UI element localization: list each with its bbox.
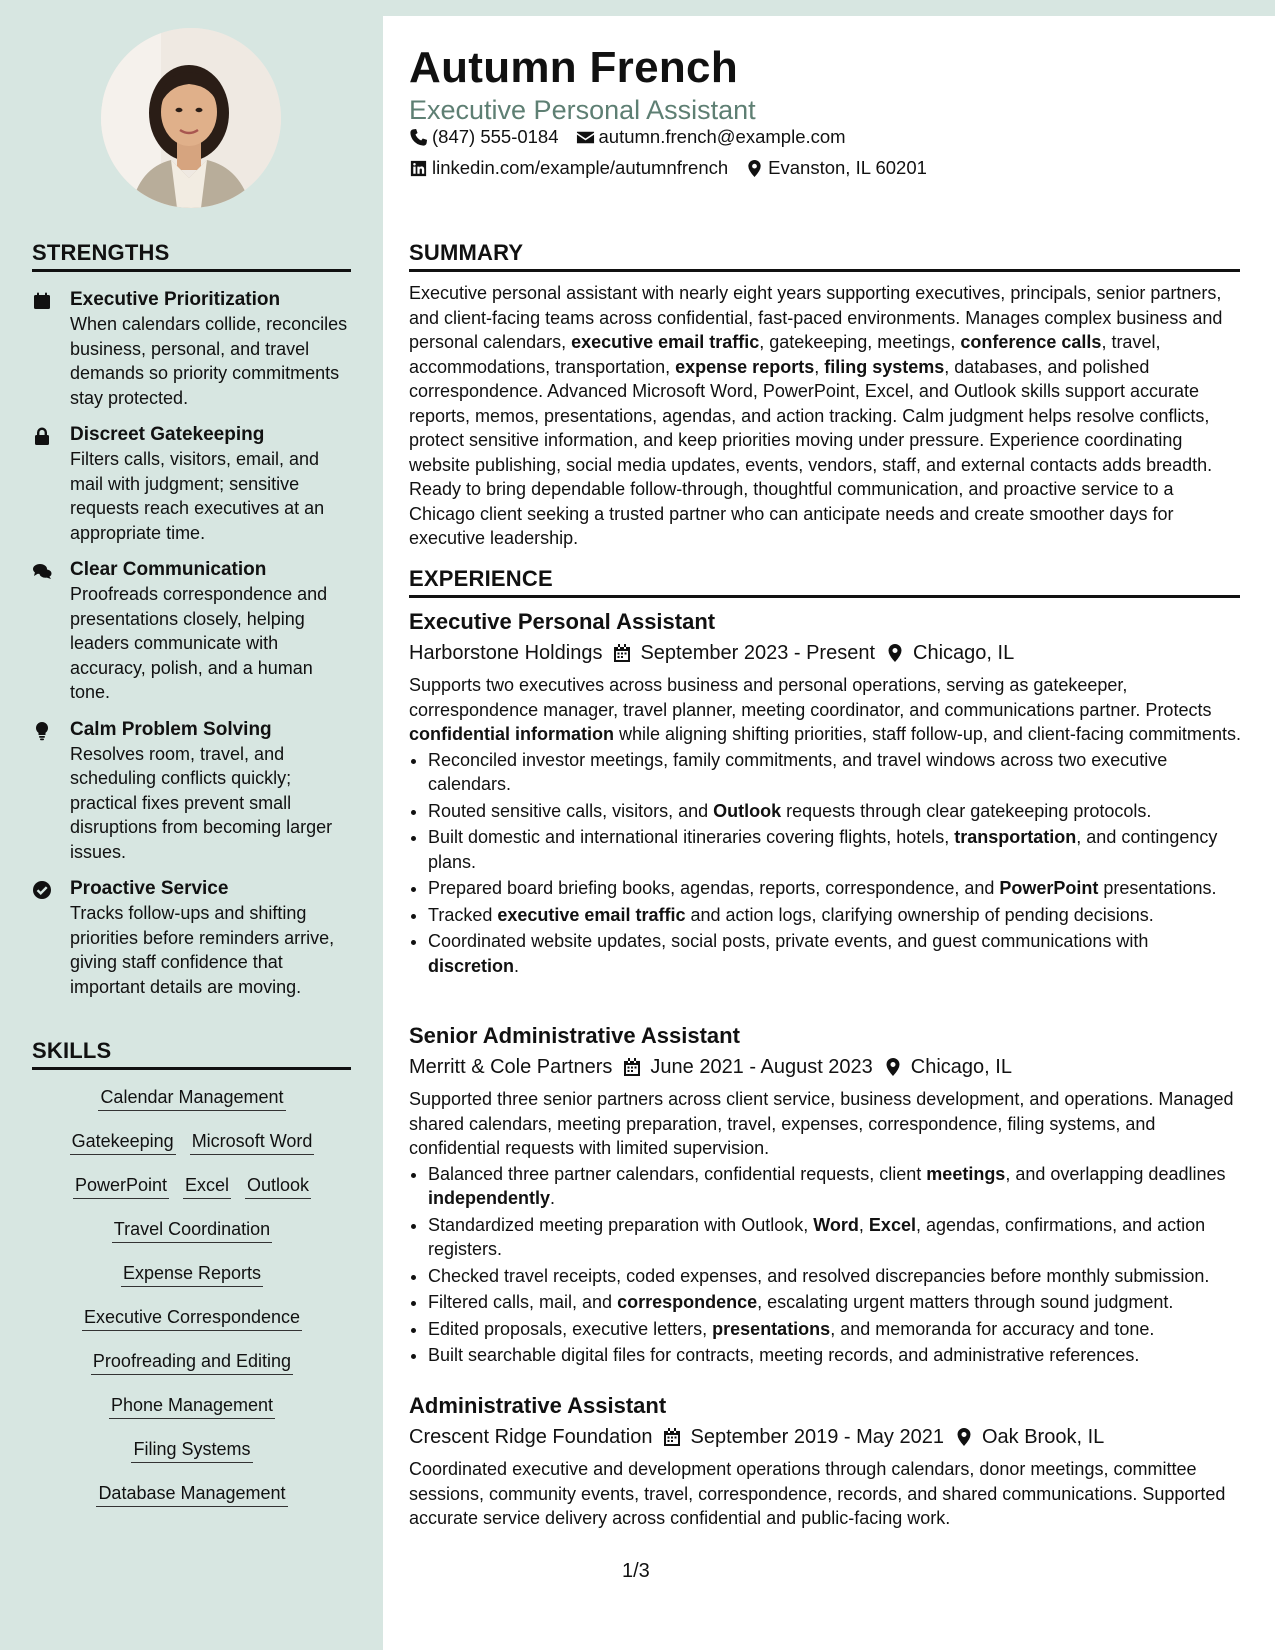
job-meta bbox=[409, 638, 1241, 668]
job-meta bbox=[409, 1422, 1241, 1452]
emphasis-text: filing systems bbox=[824, 356, 945, 377]
list-item: • Edited proposals, executive letters, presentations, and memoranda for accuracy and tone. bbox=[428, 1317, 1241, 1342]
job-bullets bbox=[409, 748, 1241, 979]
job-company: Harborstone Holdings bbox=[409, 642, 603, 664]
job-bullets bbox=[409, 1162, 1241, 1368]
emphasis-text: executive email traffic bbox=[571, 332, 760, 352]
job-dates: September 2019 - May 2021 bbox=[690, 1426, 944, 1448]
phone-icon bbox=[409, 128, 428, 147]
strength-name: Executive Prioritization bbox=[70, 289, 281, 310]
strength-name: Discreet Gatekeeping bbox=[70, 424, 265, 445]
emphasis-text: confidential information bbox=[409, 724, 614, 744]
emphasis-text: expense reports bbox=[675, 356, 815, 377]
emphasis-text: discretion bbox=[428, 955, 515, 976]
strength-name: Calm Problem Solving bbox=[70, 718, 272, 740]
phone-contact[interactable] bbox=[409, 126, 559, 148]
job-dates: September 2023 - Present bbox=[640, 642, 876, 664]
location-text: Evanston, IL 60201 bbox=[768, 157, 927, 178]
calendar-icon bbox=[622, 1057, 642, 1077]
skills-heading: SKILLS bbox=[32, 1038, 351, 1070]
sidebar bbox=[0, 0, 383, 1650]
strengths-heading: STRENGTHS bbox=[32, 240, 351, 272]
job-description: Coordinated executive and development operations through calendars, donor meetings, committee sessions, community events, travel, correspondence, records, and shared communications. Supported accurate service delivery across confidential and public-facing work. bbox=[409, 1459, 1226, 1528]
list-item: • Standardized meeting preparation with Outlook, Word, Excel, agendas, confirmations, and action registers. bbox=[428, 1213, 1241, 1262]
strength-name: Clear Communication bbox=[70, 559, 267, 580]
skill-tag: Phone Management bbox=[109, 1394, 275, 1419]
strength-item bbox=[32, 877, 352, 999]
job-location: Oak Brook, IL bbox=[981, 1426, 1105, 1448]
strength-item bbox=[32, 558, 352, 705]
job-company: Merritt & Cole Partners bbox=[409, 1056, 613, 1078]
emphasis-text: independently bbox=[428, 1188, 551, 1208]
emphasis-text: presentations bbox=[712, 1318, 831, 1339]
map-pin-icon bbox=[883, 1057, 903, 1077]
summary-text: Executive personal assistant with nearly eight years supporting executives, principals, senior partners, and client-facing teams across confidential, fast-paced environments. Manages complex business and personal calendars, executive email traffic, gatekeeping, meetings, conference calls, travel, accommodations, transportation, expense reports, filing systems, databases, and polished correspondence. Advanced Microsoft Word, PowerPoint, Excel, and Outlook skills support accurate reports, memos, presentations, agendas, and action tracking. Calm judgment helps resolve conflicts, protect sensitive information, and keep priorities moving under pressure. Experience coordinating website publishing, social media updates, events, vendors, staff, and external contacts adds breadth. Ready to bring dependable follow-through, thoughtful communication, and proactive service to a Chicago client seeking a trusted partner who can anticipate needs and create smoother days for executive leadership. bbox=[409, 283, 1223, 548]
linkedin-contact[interactable] bbox=[409, 157, 728, 179]
emphasis-text: correspondence bbox=[617, 1292, 758, 1312]
strength-description: Proofreads correspondence and presentations closely, helping leaders communicate with accuracy, polish, and a human tone. bbox=[70, 584, 328, 702]
list-item: • Built searchable digital files for contracts, meeting records, and administrative references. bbox=[428, 1343, 1241, 1368]
job-title: Executive Personal Assistant bbox=[409, 609, 716, 634]
map-pin-icon bbox=[954, 1427, 974, 1447]
skill-tag: Outlook bbox=[245, 1174, 311, 1199]
map-pin-icon bbox=[745, 159, 764, 178]
skill-tag: Database Management bbox=[96, 1482, 287, 1507]
job-description: Supports two executives across business and personal operations, serving as gatekeeper, correspondence manager, travel planner, meeting coordinator, and communications partner. Protects confidential information while aligning shifting priorities, staff follow-up, and client-facing commitments. bbox=[409, 675, 1241, 744]
list-item: • Built domestic and international itineraries covering flights, hotels, transportation, and contingency plans. bbox=[428, 825, 1241, 874]
map-pin-icon bbox=[885, 643, 905, 663]
skill-tag: Travel Coordination bbox=[112, 1218, 272, 1243]
skill-tag: Expense Reports bbox=[121, 1262, 263, 1287]
strength-item bbox=[32, 718, 352, 865]
list-item: • Checked travel receipts, coded expenses, and resolved discrepancies before monthly submission. bbox=[428, 1264, 1241, 1289]
contact-row bbox=[409, 126, 863, 148]
job-company: Crescent Ridge Foundation bbox=[409, 1426, 653, 1448]
page-number: 1/3 bbox=[622, 1560, 650, 1582]
calendar-icon bbox=[32, 288, 70, 410]
linkedin-icon bbox=[409, 159, 428, 178]
candidate-role: Executive Personal Assistant bbox=[409, 95, 756, 125]
location-contact bbox=[745, 157, 927, 179]
list-item: • Filtered calls, mail, and correspondence, escalating urgent matters through sound judgment. bbox=[428, 1290, 1241, 1315]
chat-bubbles-icon bbox=[32, 558, 70, 705]
strength-name: Proactive Service bbox=[70, 878, 229, 899]
strength-item bbox=[32, 288, 352, 410]
skill-tag: Microsoft Word bbox=[190, 1130, 315, 1155]
job-description: Supported three senior partners across client service, business development, and operations. Managed shared calendars, meeting preparation, travel, expenses, correspondence, filing systems, and confidential requests with limited supervision. bbox=[409, 1089, 1234, 1158]
skill-tag: PowerPoint bbox=[73, 1174, 169, 1199]
emphasis-text: transportation bbox=[954, 827, 1077, 847]
contact-row-2 bbox=[409, 157, 944, 179]
candidate-name: Autumn French bbox=[409, 43, 739, 92]
strength-description: Tracks follow-ups and shifting priorities before reminders arrive, giving staff confidence that important details are moving. bbox=[70, 903, 335, 997]
strength-item bbox=[32, 423, 352, 545]
skill-tag: Calendar Management bbox=[98, 1086, 285, 1111]
strengths-list bbox=[32, 288, 352, 1012]
phone-text: (847) 555-0184 bbox=[432, 126, 559, 147]
emphasis-text: meetings bbox=[926, 1163, 1006, 1184]
list-item: • Routed sensitive calls, visitors, and Outlook requests through clear gatekeeping protocols. bbox=[428, 799, 1241, 824]
skill-tag: Gatekeeping bbox=[70, 1130, 176, 1155]
job-title: Administrative Assistant bbox=[409, 1393, 667, 1418]
summary-heading: SUMMARY bbox=[409, 240, 1240, 272]
job-location: Chicago, IL bbox=[913, 642, 1015, 664]
strength-description: When calendars collide, reconciles business, personal, and travel demands so priority commitments stay protected. bbox=[70, 314, 348, 408]
job-location: Chicago, IL bbox=[910, 1056, 1012, 1078]
job-meta bbox=[409, 1052, 1241, 1082]
lightbulb-icon bbox=[32, 718, 70, 865]
envelope-icon bbox=[576, 128, 595, 147]
experience-entry bbox=[409, 608, 1241, 980]
linkedin-text: linkedin.com/example/autumnfrench bbox=[432, 157, 729, 178]
email-contact[interactable] bbox=[576, 126, 846, 148]
emphasis-text: Word bbox=[813, 1214, 859, 1235]
skill-tag: Executive Correspondence bbox=[82, 1306, 302, 1331]
email-text: autumn.french@example.com bbox=[598, 126, 846, 147]
emphasis-text: conference calls bbox=[960, 332, 1102, 352]
job-dates: June 2021 - August 2023 bbox=[650, 1056, 873, 1078]
main-content bbox=[383, 16, 1275, 1650]
experience-entry bbox=[409, 1022, 1241, 1370]
strength-description: Filters calls, visitors, email, and mail with judgment; sensitive requests reach executives at an appropriate time. bbox=[70, 449, 325, 543]
skills-list bbox=[32, 1086, 352, 1526]
list-item: • Tracked executive email traffic and action logs, clarifying ownership of pending decisions. bbox=[428, 903, 1241, 928]
emphasis-text: executive email traffic bbox=[497, 904, 686, 925]
calendar-icon bbox=[662, 1427, 682, 1447]
job-title: Senior Administrative Assistant bbox=[409, 1023, 740, 1048]
skill-tag: Excel bbox=[183, 1174, 231, 1199]
list-item: • Coordinated website updates, social posts, private events, and guest communications with discretion. bbox=[428, 929, 1241, 978]
emphasis-text: Excel bbox=[868, 1214, 916, 1235]
skill-tag: Proofreading and Editing bbox=[91, 1350, 293, 1375]
list-item: • Prepared board briefing books, agendas, reports, correspondence, and PowerPoint presentations. bbox=[428, 876, 1241, 901]
experience-heading: EXPERIENCE bbox=[409, 566, 1240, 598]
experience-entry bbox=[409, 1392, 1241, 1531]
list-item: • Balanced three partner calendars, confidential requests, client meetings, and overlapping deadlines independently. bbox=[428, 1162, 1241, 1211]
calendar-icon bbox=[612, 643, 632, 663]
lock-icon bbox=[32, 423, 70, 545]
skill-tag: Filing Systems bbox=[131, 1438, 252, 1463]
emphasis-text: PowerPoint bbox=[999, 878, 1099, 898]
avatar bbox=[101, 28, 281, 208]
check-circle-icon bbox=[32, 877, 70, 999]
emphasis-text: Outlook bbox=[713, 800, 782, 821]
list-item: • Reconciled investor meetings, family commitments, and travel windows across two executive calendars. bbox=[428, 748, 1241, 797]
strength-description: Resolves room, travel, and scheduling conflicts quickly; practical fixes prevent small disruptions from becoming larger issues. bbox=[70, 743, 333, 862]
